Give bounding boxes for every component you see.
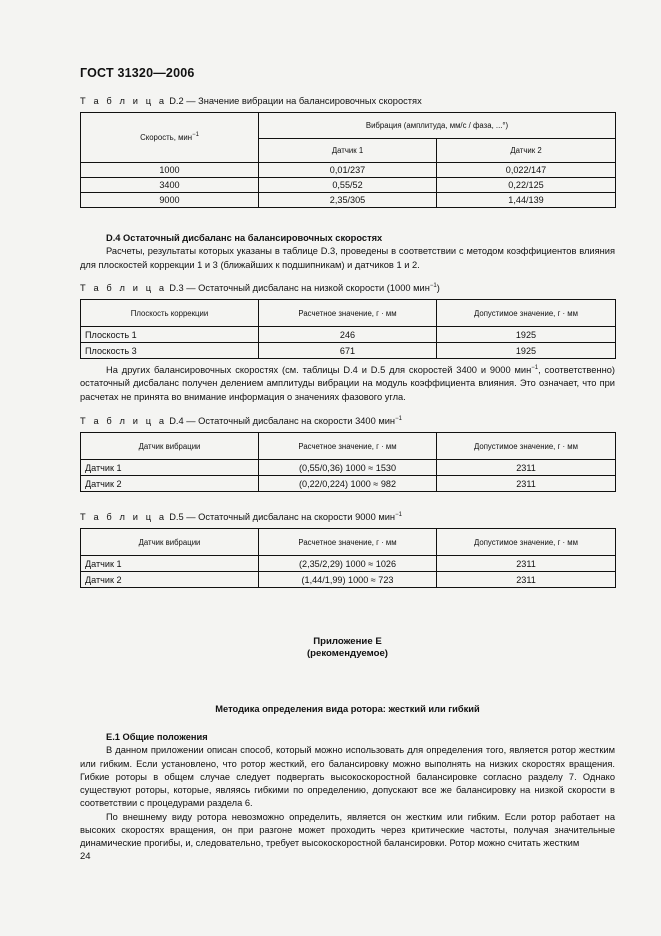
table-row: 1000 0,01/237 0,022/147 — [81, 163, 616, 178]
table-label: Т а б л и ц а — [80, 96, 167, 106]
table-caption-text: D.2 — Значение вибрации на балансировочных скоростях — [169, 96, 422, 106]
document-header: ГОСТ 31320—2006 — [80, 66, 195, 80]
table-row: Датчик 2 (0,22/0,224) 1000 ≈ 982 2311 — [81, 476, 616, 492]
section-paragraph: Расчеты, результаты которых указаны в таблице D.3, проведены в соответствии с методом коэффициентов влияния для плоскостей коррекции 1 и 3 (ближайших к подшипникам) и датчиков 1 и 2. — [80, 246, 615, 270]
appendix-title: Приложение Е (рекомендуемое) — [306, 636, 388, 659]
section-e1 — [80, 731, 615, 851]
table-d3 — [80, 299, 616, 359]
column-header-allow: Допустимое значение, г · мм — [437, 529, 616, 556]
table-row: Плоскость 1 246 1925 — [81, 327, 616, 343]
column-header-allow: Допустимое значение, г · мм — [437, 433, 616, 460]
section-heading: Е.1 Общие положения — [106, 732, 208, 742]
column-header-sensor: Датчик вибрации — [81, 433, 259, 460]
table-row: Плоскость 3 671 1925 — [81, 343, 616, 359]
paragraph-other-speeds: На других балансировочных скоростях (см. таблицы D.4 и D.5 для скоростей 3400 и 9000 мин$^{-1}$, соответственно) остаточный дисбаланс получен делением амплитуды вибрации на модуль коэффициента влияния. Это означает, что при расчетах не принята во внимание информация о значениях фазового угла. — [80, 365, 615, 402]
table-d2-caption — [80, 96, 422, 106]
column-header-calc: Расчетное значение, г · мм — [259, 433, 437, 460]
table-d4 — [80, 432, 616, 492]
column-header-plane: Плоскость коррекции — [81, 300, 259, 327]
table-d5-caption: Т а б л и ц а D.5 — Остаточный дисбаланс на скорости 9000 мин$^{-1}$ — [80, 512, 402, 522]
column-header-speed: Скорость, мин$^{-1}$ — [81, 113, 259, 163]
table-d3-caption: Т а б л и ц а D.3 — Остаточный дисбаланс на низкой скорости (1000 мин$^{-1}$) — [80, 283, 440, 293]
table-d2 — [80, 112, 616, 208]
column-header-sensor-1: Датчик 1 — [259, 139, 437, 163]
table-row: 9000 2,35/305 1,44/139 — [81, 193, 616, 208]
table-row: Датчик 1 (2,35/2,29) 1000 ≈ 1026 2311 — [81, 556, 616, 572]
table-d4-caption: Т а б л и ц а D.4 — Остаточный дисбаланс на скорости 3400 мин$^{-1}$ — [80, 416, 402, 426]
column-header-calc: Расчетное значение, г · мм — [259, 529, 437, 556]
page-number: 24 — [80, 851, 91, 862]
table-row: Датчик 1 (0,55/0,36) 1000 ≈ 1530 2311 — [81, 460, 616, 476]
table-d5 — [80, 528, 616, 588]
column-header-calc: Расчетное значение, г · мм — [259, 300, 437, 327]
section-paragraph: По внешнему виду ротора невозможно определить, является он жестким или гибким. Если ротор работает на высоких скоростях вращения, он при разгоне может проходить через критические частоты, получая значительные динамические прогибы, и, следовательно, требует высокоскоростной балансировки. Ротор можно считать жестким — [80, 811, 615, 849]
section-d4 — [80, 232, 615, 272]
column-header-sensor-2: Датчик 2 — [437, 139, 616, 163]
section-paragraph: В данном приложении описан способ, который можно использовать для определения того, является ротор жестким или гибким. Если установлено, что ротор жесткий, его балансировку можно выполнять на низких скоростях вращения. Гибкие роторы в общем случае следует подвергать высокоскоростной балансировке согласно разделу 7. Однако существуют роторы, которые, являясь гибкими по определению, допускают все же балансировку на низкой скорости в соответствии с процедурами раздела 6. — [80, 745, 615, 809]
section-heading: D.4 Остаточный дисбаланс на балансировочных скоростях — [106, 233, 383, 243]
table-row: 3400 0,55/52 0,22/125 — [81, 178, 616, 193]
column-header-allow: Допустимое значение, г · мм — [437, 300, 616, 327]
column-header-vibration: Вибрация (амплитуда, мм/с / фаза, ...°) — [259, 113, 616, 139]
column-header-sensor: Датчик вибрации — [81, 529, 259, 556]
table-row: Датчик 2 (1,44/1,99) 1000 ≈ 723 2311 — [81, 572, 616, 588]
appendix-name: Методика определения вида ротора: жесткий или гибкий — [215, 704, 480, 714]
